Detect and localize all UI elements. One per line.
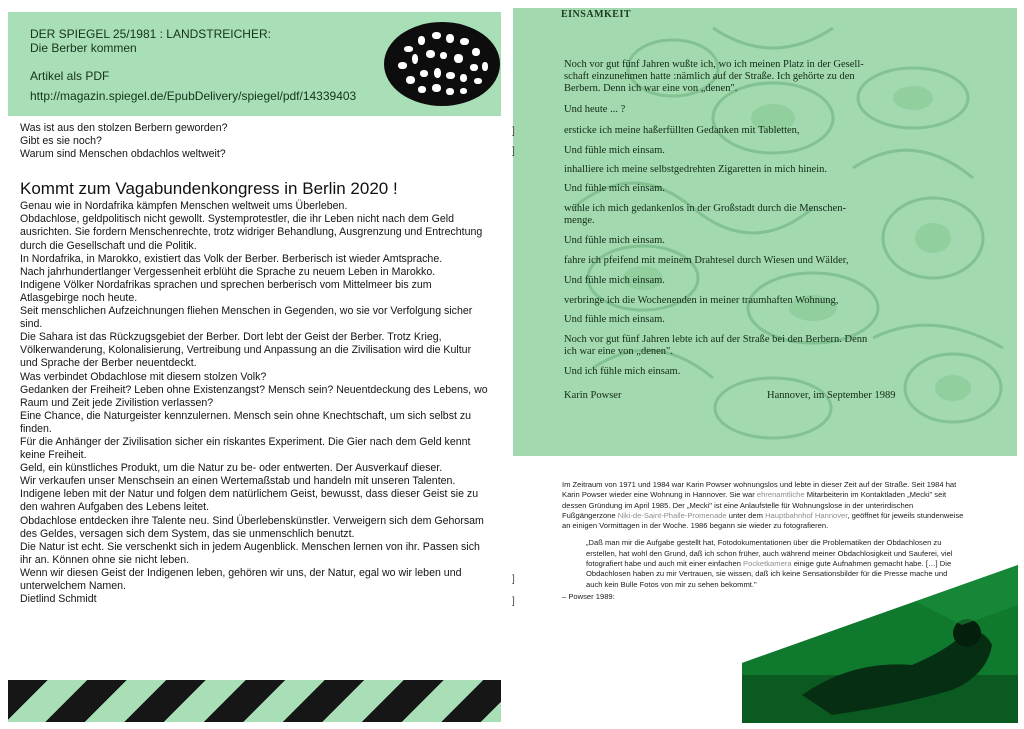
body-line: In Nordafrika, in Marokko, existiert das Volk der Berber. Berberisch ist wieder Amtsprache. xyxy=(20,252,443,265)
body-line: Nach jahrhundertlanger Vergessenheit erblüht die Sprache zu neuem Leben in Marokko. xyxy=(20,265,436,278)
poem-panel xyxy=(513,8,1017,456)
poem-line: Und fühle mich einsam. xyxy=(564,275,665,286)
poem-line: inhalliere ich meine selbstgedrehten Zigaretten in mich hinein. xyxy=(564,164,827,175)
biography-paragraph xyxy=(562,480,964,531)
body-line: Genau wie in Nordafrika kämpfen Menschen weltweit ums Überleben. xyxy=(20,200,348,213)
body-line: sind. xyxy=(20,318,43,331)
article-header xyxy=(8,12,501,116)
powser-quote xyxy=(586,538,956,589)
body-line: den wahren Aufgaben des Lebens leitet. xyxy=(20,501,210,514)
body-line: unterwelchem Namen. xyxy=(20,580,126,592)
body-line: Die Sahara ist das Rückzugsgebiet der Berber. Dort lebt der Geist der Berber. Trotz Krieg, xyxy=(20,331,442,344)
bio-faded-link[interactable]: ehrenamtliche xyxy=(756,490,805,500)
body-line: Wir verkaufen unser Menschsein an einen Wertemaßstab und handeln mit unseren Talenten. xyxy=(20,475,456,488)
bio-text: , geöffnet für jeweils stundenweise an einigen Vormittagen in der Woche. 1986 begann sie wieder zu fotografieren. xyxy=(562,510,964,531)
author-signature: Dietlind Schmidt xyxy=(20,593,97,606)
margin-mark: ] xyxy=(512,126,515,137)
poem-line: Und fühle mich einsam. xyxy=(564,183,665,194)
poem-line: fahre ich pfeifend mit meinem Drahtesel durch Wiesen und Wälder, xyxy=(564,255,849,266)
article-title-line2: Die Berber kommen xyxy=(30,41,137,55)
margin-mark: ] xyxy=(512,574,515,585)
body-line: Raum und Zeit jede Zivilistion verlassen? xyxy=(20,396,214,409)
poem-line: Noch vor gut fünf Jahren lebte ich auf der Straße bei den Berbern. Denn xyxy=(564,334,868,345)
body-line: Seit menschlichen Aufzeichnungen fliehen Menschen in Gegenden, wo sie vor Verfolgung sicher xyxy=(20,305,473,318)
body-line: Für die Anhänger der Zivilisation sicher ein riskantes Experiment. Die Gier nach dem Geld kennt xyxy=(20,435,471,448)
bio-text: unter dem xyxy=(726,510,766,520)
bio-text: Mitarbeiterin im Kontaktladen „Mecki" seit dessen Gründung im April 1985. Der „Mecki" ist eine Anlaufstelle für Wohnungslose in der unterirdischen Fußgängerzone xyxy=(562,490,947,520)
body-line: Völkerwanderung, Kolonalisierung, Vertreibung und Anpassung an die Zivilisation wird die Kultur xyxy=(20,344,472,357)
poem-line: verbringe ich die Wochenenden in meiner traumhaften Wohnung, xyxy=(564,295,839,306)
body-line: Atlasgebirge noch heute. xyxy=(20,291,138,304)
bio-faded-link[interactable]: Niki-de-Saint-Phalle-Promenade xyxy=(617,510,727,520)
body-line: Indigene Völker Nordafrikas sprachen und sprechen berberisch vom Mittelmeer bis zum xyxy=(20,278,432,291)
poem-line: schaft einzunehmen hatte :nämlich auf der Straße. Ich gehörte zu den xyxy=(564,71,855,82)
bio-text: Im Zeitraum von 1971 und 1984 war Karin Powser wohnungslos und lebte in dieser Zeit auf der Straße. Seit 1984 hat Karin Powser wieder eine Wohnung in Hannover. Sie war xyxy=(562,480,957,500)
poem-line: wühle ich mich gedankenlos in der Großstadt durch die Menschen- xyxy=(564,203,846,214)
poem-line: Und fühle mich einsam. xyxy=(564,145,665,156)
quote-faded-link[interactable]: Pocketkamera xyxy=(743,559,792,569)
poem-line: Und fühle mich einsam. xyxy=(564,314,665,325)
intro-line: Gibt es sie noch? xyxy=(20,135,102,148)
margin-mark: ] xyxy=(512,596,515,607)
poem-line: ich war eine von „denen". xyxy=(564,346,673,357)
intro-line: Was ist aus den stolzen Berbern geworden? xyxy=(20,122,228,134)
poem-line: ersticke ich meine haßerfüllten Gedanken mit Tabletten, xyxy=(564,125,800,136)
body-line: des Geldes, versagen sich dem System, das sie unmenschlich benutzt. xyxy=(20,527,355,540)
article-headline: Kommt zum Vagabundenkongress in Berlin 2020 ! xyxy=(20,179,398,199)
hazard-stripe-band xyxy=(8,680,501,722)
poem-line: menge. xyxy=(564,215,595,226)
body-line: Geld, ein künstliches Produkt, um die Natur zu be- oder entwerten. Der Ausverkauf dieser. xyxy=(20,462,443,475)
poem-line: Und fühle mich einsam. xyxy=(564,235,665,246)
poem-line: Und ich fühle mich einsam. xyxy=(564,366,681,377)
body-line: Wenn wir diesen Geist der Indigenen leben, gehören wir uns, der Natur, egal wo wir leben und xyxy=(20,566,462,579)
body-line: und Sprache der Berber neuentdeckt. xyxy=(20,357,197,370)
article-title-line1: DER SPIEGEL 25/1981 : LANDSTREICHER: xyxy=(30,27,271,41)
quote-text: „Daß man mir die Aufgabe gestellt hat, Fotodokumentationen über die Problematiken der Obdachlosen zu erstellen, hat wohl den Grund, daß ich schon früher, auch während meiner Obdachlosigkeit und Sauferei, viel fotografiert habe und auch mit einer einfachen xyxy=(586,538,953,569)
body-line: Obdachlose entdecken ihre Talente neu. Sind Überlebenskünstler. Verweigern sich dem Gehorsam xyxy=(20,514,484,527)
berber-logo-icon xyxy=(384,22,500,106)
intro-line: Warum sind Menschen obdachlos weltweit? xyxy=(20,148,226,161)
bio-faded-link[interactable]: Hauptbahnhof Hannover xyxy=(765,510,848,520)
margin-mark: ] xyxy=(512,146,515,157)
article-body xyxy=(20,122,502,606)
body-line: Gedanken der Freiheit? Leben ohne Existenzangst? Mensch sein? Neuentdeckung des Lebens, wo xyxy=(20,383,488,396)
poem-line: Berbern. Denn ich war eine von „denen". xyxy=(564,83,738,94)
body-line: ausrichten. Sie fordern Menschenrechte, trotz widriger Behandlung, Ausgrenzung und Entrechtung xyxy=(20,226,483,239)
body-line: keine Freiheit. xyxy=(20,449,87,462)
biography-text xyxy=(562,480,964,602)
body-line: ihr an. Können ohne sie nicht leben. xyxy=(20,553,190,566)
body-line: durch die Gesellschaft und die Politik. xyxy=(20,239,197,252)
pdf-label: Artikel als PDF xyxy=(30,69,110,83)
quote-source: – Powser 1989: xyxy=(562,591,615,601)
poem-title: EINSAMKEIT xyxy=(561,9,632,20)
poem-line: Noch vor gut fünf Jahren wußte ich, wo ich meinen Platz in der Gesell- xyxy=(564,59,864,70)
body-line: Was verbindet Obdachlose mit diesem stolzen Volk? xyxy=(20,370,267,383)
poem-place-date: Hannover, im September 1989 xyxy=(767,390,896,401)
body-line: Eine Chance, die Naturgeister kennzulernen. Mensch sein ohne Knechtschaft, um sich selbst zu xyxy=(20,409,472,422)
poem-line: Und heute ... ? xyxy=(564,104,626,115)
pdf-url-link[interactable]: http://magazin.spiegel.de/EpubDelivery/spiegel/pdf/14339403 xyxy=(30,89,357,103)
body-line: finden. xyxy=(20,422,52,435)
quote-text: einige gute Aufnahmen gemacht habe. […] Die Obdachlosen haben zu mir Vertrauen, sie wissen, daß ich keine Sensationsbilder für die Presse mache und auch kein Bulle Fotos von mir zu sehen bekommt." xyxy=(586,559,952,589)
poem-author: Karin Powser xyxy=(564,390,622,401)
body-line: Die Natur ist echt. Sie verschenkt sich in jedem Augenblick. Menschen lernen von ihr. Passen sich xyxy=(20,540,480,553)
body-line: Indigene leben mit der Natur und folgen dem natürlichem Geist, bewusst, dass dieser Geist sie zu xyxy=(20,488,479,501)
body-line: Obdachlose, geldpolitisch nicht gewollt. Systemprotestler, die ihr Leben nicht nach dem Geld xyxy=(20,213,454,226)
